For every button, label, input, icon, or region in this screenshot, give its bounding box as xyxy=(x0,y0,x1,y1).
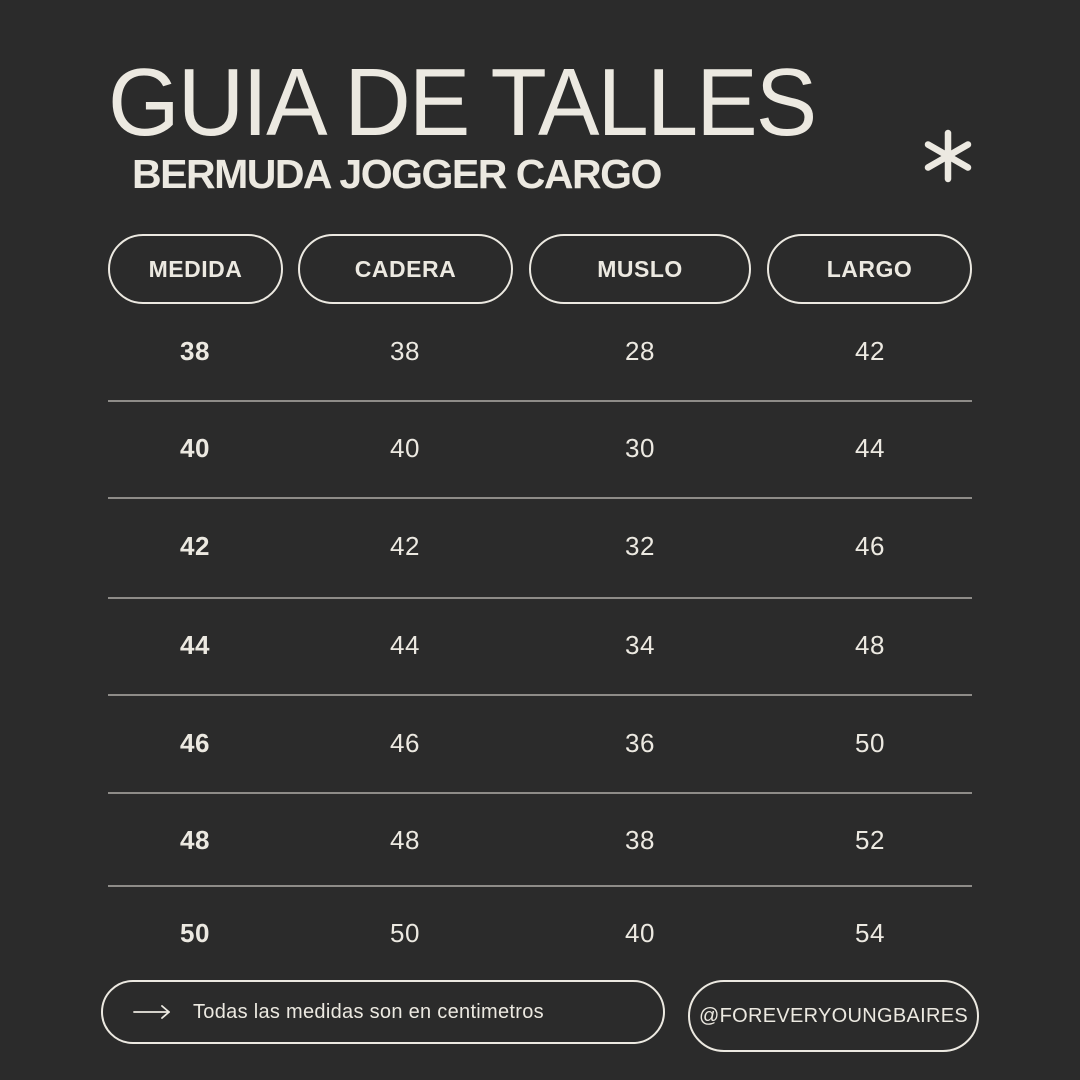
column-header-cadera: CADERA xyxy=(298,234,513,304)
table-row xyxy=(0,516,1080,576)
units-note xyxy=(101,980,665,1044)
cell-cadera: 50 xyxy=(390,918,420,948)
row-divider xyxy=(108,885,972,887)
cell-cadera: 38 xyxy=(390,336,420,366)
column-header-medida: MEDIDA xyxy=(108,234,283,304)
cell-largo: 42 xyxy=(855,336,885,366)
cell-largo: 52 xyxy=(855,825,885,855)
cell-cadera: 40 xyxy=(390,433,420,463)
cell-medida: 42 xyxy=(180,531,210,561)
table-row xyxy=(0,903,1080,963)
cell-medida: 38 xyxy=(180,336,210,366)
table-row xyxy=(0,810,1080,870)
row-divider xyxy=(108,400,972,402)
cell-muslo: 30 xyxy=(625,433,655,463)
row-divider xyxy=(108,792,972,794)
cell-medida: 48 xyxy=(180,825,210,855)
cell-muslo: 34 xyxy=(625,630,655,660)
page-subtitle: BERMUDA JOGGER CARGO xyxy=(132,151,661,197)
cell-muslo: 28 xyxy=(625,336,655,366)
cell-muslo: 38 xyxy=(625,825,655,855)
asterisk-icon xyxy=(918,126,978,186)
cell-muslo: 40 xyxy=(625,918,655,948)
cell-muslo: 36 xyxy=(625,728,655,758)
cell-largo: 44 xyxy=(855,433,885,463)
cell-cadera: 42 xyxy=(390,531,420,561)
cell-medida: 50 xyxy=(180,918,210,948)
cell-largo: 46 xyxy=(855,531,885,561)
social-handle: @FOREVERYOUNGBAIRES xyxy=(688,980,979,1052)
table-row xyxy=(0,615,1080,675)
column-header-largo: LARGO xyxy=(767,234,972,304)
cell-largo: 48 xyxy=(855,630,885,660)
cell-cadera: 46 xyxy=(390,728,420,758)
cell-largo: 50 xyxy=(855,728,885,758)
page-title: GUIA DE TALLES xyxy=(108,49,816,156)
cell-cadera: 48 xyxy=(390,825,420,855)
cell-medida: 46 xyxy=(180,728,210,758)
row-divider xyxy=(108,497,972,499)
column-header-muslo: MUSLO xyxy=(529,234,751,304)
table-row xyxy=(0,418,1080,478)
table-row xyxy=(0,713,1080,773)
cell-cadera: 44 xyxy=(390,630,420,660)
cell-largo: 54 xyxy=(855,918,885,948)
table-row xyxy=(0,321,1080,381)
cell-medida: 40 xyxy=(180,433,210,463)
row-divider xyxy=(108,597,972,599)
row-divider xyxy=(108,694,972,696)
units-note-text: Todas las medidas son en centimetros xyxy=(193,1001,544,1023)
arrow-right-icon xyxy=(133,1002,171,1022)
cell-medida: 44 xyxy=(180,630,210,660)
cell-muslo: 32 xyxy=(625,531,655,561)
